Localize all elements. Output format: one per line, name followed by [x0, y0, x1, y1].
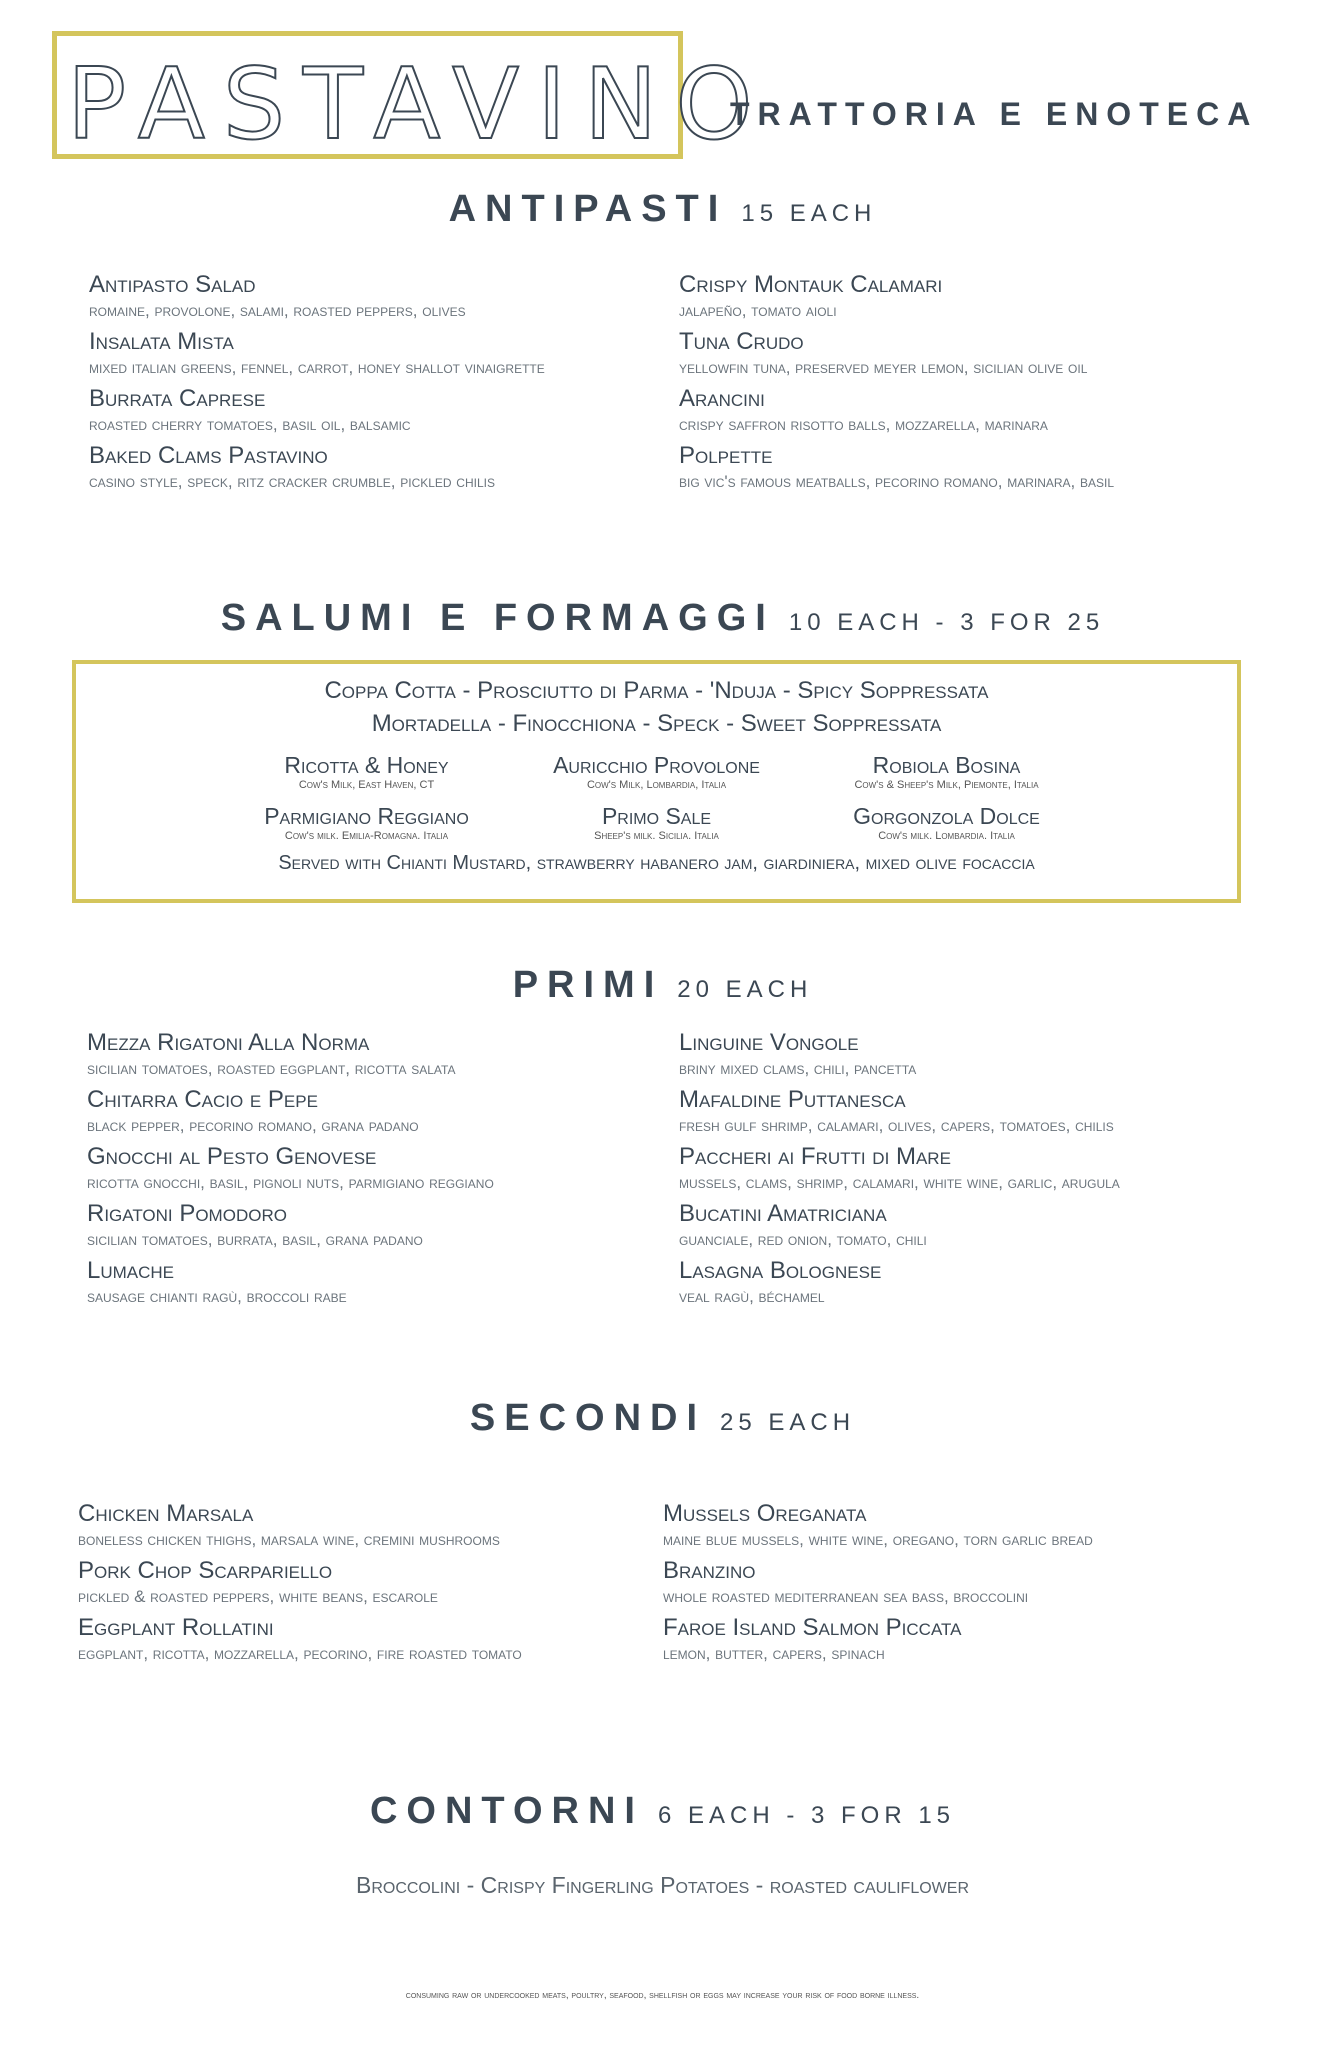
- menu-item: [89, 441, 545, 498]
- item-description: pickled & roasted peppers, white beans, escarole: [78, 1587, 438, 1606]
- cheese-origin: Cow's Milk, Lombardia, Italia: [586, 779, 727, 791]
- section-title: ANTIPASTI: [448, 188, 728, 230]
- item-name: Antipasto Salad: [89, 271, 256, 298]
- item-description: big vic's famous meatballs, pecorino romano, marinara, basil: [679, 472, 1114, 491]
- cheese-origin: Cow's Milk, East Haven, CT: [298, 779, 435, 791]
- section-title: SALUMI E FORMAGGI: [220, 597, 775, 639]
- food-safety-disclaimer: consuming raw or undercooked meats, poultry, seafood, shellfish or eggs may increase your risk of food borne illness.: [405, 1990, 920, 2001]
- item-name: Chicken Marsala: [78, 1500, 254, 1527]
- item-description: ricotta gnocchi, basil, pignoli nuts, parmigiano reggiano: [87, 1173, 494, 1192]
- item-name: Bucatini Amatriciana: [679, 1200, 887, 1227]
- menu-item: [89, 384, 545, 441]
- primi-right: [679, 1028, 1120, 1313]
- antipasti-right: [679, 270, 1114, 498]
- menu-item: [87, 1199, 494, 1256]
- cheese-row: [76, 752, 1237, 791]
- section-price: 25 EACH: [720, 1409, 856, 1436]
- item-description: crispy saffron risotto balls, mozzarella, marinara: [679, 415, 1048, 434]
- menu-item: [663, 1499, 1093, 1556]
- logo-text: PASTAVINO: [67, 48, 771, 162]
- salumi-box: [72, 660, 1241, 903]
- menu-item: [679, 384, 1114, 441]
- menu-item: [679, 327, 1114, 384]
- item-description: sicilian tomatoes, burrata, basil, grana padano: [87, 1230, 423, 1249]
- logo: [52, 31, 771, 162]
- item-name: Gnocchi al Pesto Genovese: [87, 1143, 377, 1170]
- item-description: sausage chianti ragù, broccoli rabe: [87, 1287, 347, 1306]
- section-title: PRIMI: [512, 964, 664, 1006]
- menu-item: [89, 270, 545, 327]
- item-name: Pork Chop Scarpariello: [78, 1557, 333, 1584]
- menu-item: [78, 1556, 522, 1613]
- menu-item: [679, 1142, 1120, 1199]
- item-name: Paccheri ai Frutti di Mare: [679, 1143, 951, 1170]
- item-description: lemon, butter, capers, spinach: [663, 1644, 885, 1663]
- section-price: 10 EACH - 3 FOR 25: [788, 609, 1105, 636]
- cheese-item: [512, 752, 802, 791]
- item-name: Baked Clams Pastavino: [89, 442, 328, 469]
- section-price: 20 EACH: [677, 976, 813, 1003]
- item-name: Lasagna Bolognese: [679, 1257, 882, 1284]
- item-name: Arancini: [679, 385, 765, 412]
- item-name: Lumache: [87, 1257, 175, 1284]
- salumi-header: [0, 597, 1325, 640]
- menu-item: [87, 1142, 494, 1199]
- menu-item: [87, 1085, 494, 1142]
- menu-item: [78, 1613, 522, 1670]
- antipasti-header: [0, 188, 1325, 231]
- cheese-item: [512, 803, 802, 842]
- item-description: yellowfin tuna, preserved meyer lemon, sicilian olive oil: [679, 358, 1088, 377]
- item-description: sicilian tomatoes, roasted eggplant, ricotta salata: [87, 1059, 456, 1078]
- secondi-header: [0, 1397, 1325, 1440]
- section-price: 6 EACH - 3 FOR 15: [657, 1802, 956, 1829]
- salumi-line: Coppa Cotta - Prosciutto di Parma - 'Nduja - Spicy Soppressata: [324, 677, 989, 704]
- item-name: Crispy Montauk Calamari: [679, 271, 943, 298]
- cheese-name: Gorgonzola Dolce: [853, 803, 1040, 829]
- item-name: Rigatoni Pomodoro: [87, 1200, 287, 1227]
- item-description: mussels, clams, shrimp, calamari, white wine, garlic, arugula: [679, 1173, 1120, 1192]
- cheese-name: Parmigiano Reggiano: [264, 803, 469, 829]
- section-title: SECONDI: [469, 1397, 707, 1439]
- item-name: Burrata Caprese: [89, 385, 266, 412]
- cheese-item: [802, 803, 1092, 842]
- primi-header: [0, 964, 1325, 1007]
- cheese-row: [76, 803, 1237, 842]
- item-name: Polpette: [679, 442, 773, 469]
- cheese-origin: Cow's & Sheep's Milk, Piemonte, Italia: [854, 779, 1039, 791]
- item-description: mixed italian greens, fennel, carrot, honey shallot vinaigrette: [89, 358, 545, 377]
- item-description: boneless chicken thighs, marsala wine, cremini mushrooms: [78, 1530, 500, 1549]
- cheese-name: Auricchio Provolone: [553, 752, 760, 778]
- item-name: Faroe Island Salmon Piccata: [663, 1614, 962, 1641]
- menu-item: [679, 1028, 1120, 1085]
- item-description: fresh gulf shrimp, calamari, olives, capers, tomatoes, chilis: [679, 1116, 1114, 1135]
- item-description: romaine, provolone, salami, roasted peppers, olives: [89, 301, 466, 320]
- menu-item: [679, 1085, 1120, 1142]
- item-name: Eggplant Rollatini: [78, 1614, 274, 1641]
- menu-item: [679, 270, 1114, 327]
- item-description: veal ragù, béchamel: [679, 1287, 825, 1306]
- cheese-item: [222, 803, 512, 842]
- menu-item: [663, 1556, 1093, 1613]
- antipasti-left: [89, 270, 545, 498]
- contorni-header: [0, 1790, 1325, 1833]
- primi-left: [87, 1028, 494, 1313]
- item-name: Mezza Rigatoni Alla Norma: [87, 1029, 370, 1056]
- menu-item: [679, 1256, 1120, 1313]
- item-description: jalapeño, tomato aioli: [679, 301, 837, 320]
- salumi-line: Mortadella - Finocchiona - Speck - Sweet Soppressata: [371, 710, 942, 737]
- item-name: Tuna Crudo: [679, 328, 804, 355]
- served-with: Served with Chianti Mustard, strawberry habanero jam, giardiniera, mixed olive focaccia: [278, 852, 1035, 874]
- item-description: eggplant, ricotta, mozzarella, pecorino, fire roasted tomato: [78, 1644, 522, 1663]
- menu-item: [87, 1256, 494, 1313]
- item-description: briny mixed clams, chili, pancetta: [679, 1059, 917, 1078]
- item-description: guanciale, red onion, tomato, chili: [679, 1230, 927, 1249]
- cheese-name: Robiola Bosina: [872, 752, 1021, 778]
- cheese-item: [222, 752, 512, 791]
- section-title: CONTORNI: [369, 1790, 644, 1832]
- section-price: 15 EACH: [741, 200, 877, 227]
- tagline: TRATTORIA E ENOTECA: [730, 96, 1259, 132]
- cheese-name: Primo Sale: [601, 803, 712, 829]
- item-name: Insalata Mista: [89, 328, 234, 355]
- item-description: casino style, speck, ritz cracker crumble, pickled chilis: [89, 472, 495, 491]
- contorni-items: Broccolini - Crispy Fingerling Potatoes - roasted cauliflower: [355, 1872, 970, 1898]
- item-name: Mafaldine Puttanesca: [679, 1086, 906, 1113]
- menu-item: [663, 1613, 1093, 1670]
- cheese-origin: Cow's milk. Emilia-Romagna. Italia: [284, 830, 449, 842]
- cheese-origin: Sheep's milk. Sicilia. Italia: [594, 830, 719, 842]
- item-description: whole roasted mediterranean sea bass, broccolini: [663, 1587, 1029, 1606]
- menu-item: [679, 441, 1114, 498]
- item-description: roasted cherry tomatoes, basil oil, balsamic: [89, 415, 411, 434]
- item-description: maine blue mussels, white wine, oregano, torn garlic bread: [663, 1530, 1093, 1549]
- cheese-item: [802, 752, 1092, 791]
- menu-item: [89, 327, 545, 384]
- menu-item: [87, 1028, 494, 1085]
- menu-item: [78, 1499, 522, 1556]
- item-name: Mussels Oreganata: [663, 1500, 867, 1527]
- secondi-right: [663, 1499, 1093, 1670]
- item-name: Chitarra Cacio e Pepe: [87, 1086, 318, 1113]
- cheese-name: Ricotta & Honey: [284, 752, 449, 778]
- secondi-left: [78, 1499, 522, 1670]
- menu-item: [679, 1199, 1120, 1256]
- item-description: black pepper, pecorino romano, grana padano: [87, 1116, 419, 1135]
- item-name: Branzino: [663, 1557, 756, 1584]
- cheese-origin: Cow's milk. Lombardia. Italia: [878, 830, 1015, 842]
- item-name: Linguine Vongole: [679, 1029, 859, 1056]
